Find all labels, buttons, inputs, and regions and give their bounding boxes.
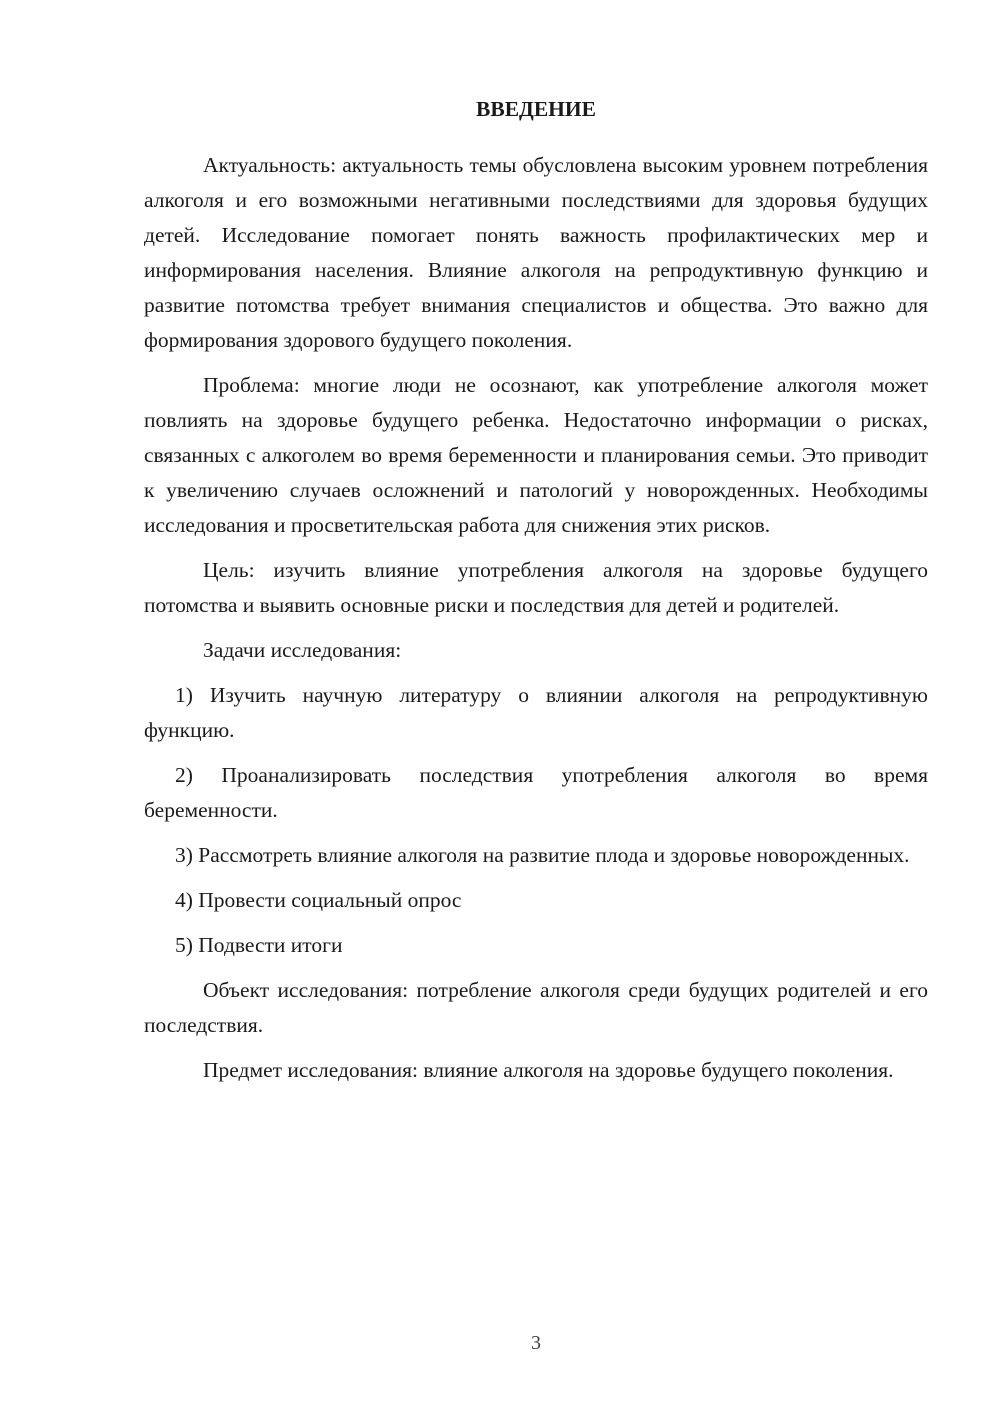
paragraph-goal: Цель: изучить влияние употребления алкоголя на здоровье будущего потомства и выявить основные риски и последствия для детей и родителей. xyxy=(144,558,928,617)
task-item-5: 5) Подвести итоги xyxy=(175,933,343,957)
tasks-heading: Задачи исследования: xyxy=(203,638,402,662)
task-item-1: 1) Изучить научную литературу о влиянии алкоголя на репродуктивную функцию. xyxy=(144,683,928,742)
paragraph-subject: Предмет исследования: влияние алкоголя на здоровье будущего поколения. xyxy=(203,1058,894,1082)
paragraph-problem: Проблема: многие люди не осознают, как употребление алкоголя может повлиять на здоровье будущего ребенка. Недостаточно информации о рисках, связанных с алкоголем во время беременности и планирования семьи. Это приводит к увеличению случаев осложнений и патологий у новорожденных. Необходимы исследования и просветительская работа для снижения этих рисков. xyxy=(144,373,928,537)
task-item-2: 2) Проанализировать последствия употребления алкоголя во время беременности. xyxy=(144,763,928,822)
task-item-4: 4) Провести социальный опрос xyxy=(175,888,462,912)
document-page xyxy=(144,92,928,1088)
section-title: ВВЕДЕНИЕ xyxy=(476,97,596,121)
task-item-3: 3) Рассмотреть влияние алкоголя на развитие плода и здоровье новорожденных. xyxy=(175,843,910,867)
paragraph-relevance: Актуальность: актуальность темы обусловлена высоким уровнем потребления алкоголя и его возможными негативными последствиями для здоровья будущих детей. Исследование помогает понять важность профилактических мер и информирования населения. Влияние алкоголя на репродуктивную функцию и развитие потомства требует внимания специалистов и общества. Это важно для формирования здорового будущего поколения. xyxy=(144,153,928,352)
paragraph-object: Объект исследования: потребление алкоголя среди будущих родителей и его последствия. xyxy=(144,978,928,1037)
page-number: 3 xyxy=(531,1332,541,1354)
